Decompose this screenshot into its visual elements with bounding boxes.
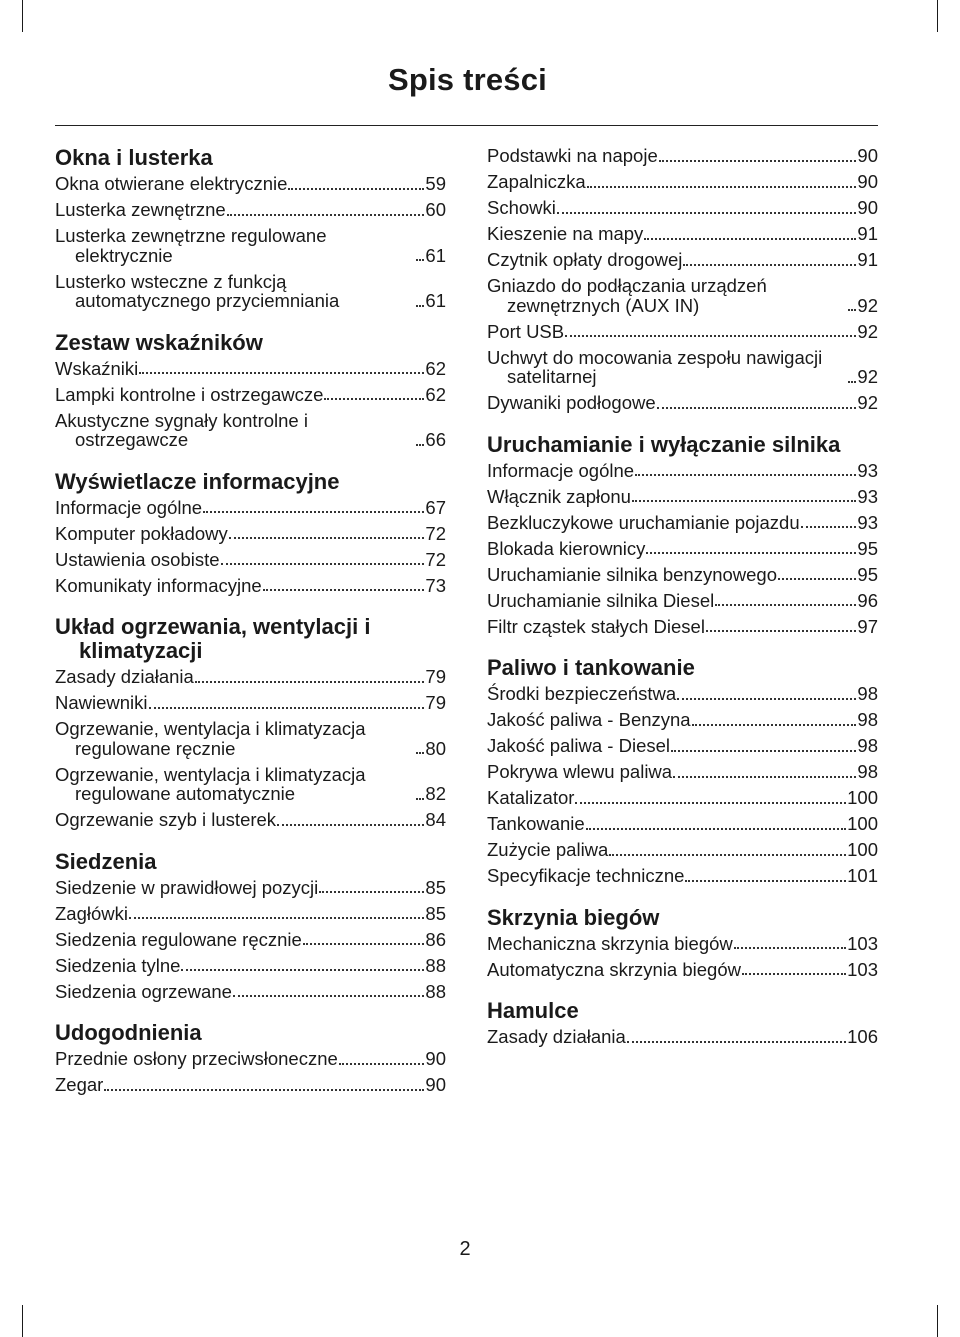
toc-entry-page: 96 [857, 589, 878, 611]
toc-entry-page: 100 [847, 787, 878, 808]
dot-leader [677, 688, 856, 700]
dot-leader [195, 671, 425, 683]
toc-entry-label: Uruchamianie silnika benzynowego [487, 563, 777, 585]
toc-entry-page: 66 [425, 429, 446, 450]
dot-leader [221, 553, 425, 565]
toc-section [55, 615, 446, 830]
toc-entry[interactable] [487, 934, 878, 954]
toc-entry[interactable] [487, 565, 878, 585]
toc-entry-page: 86 [425, 928, 446, 950]
dot-leader [303, 933, 425, 945]
dot-leader [848, 299, 856, 311]
toc-entry-label: Tankowanie [487, 813, 585, 834]
toc-entry-page: 98 [857, 709, 878, 730]
toc-entry[interactable] [487, 840, 878, 860]
toc-entry-label: Jakość paliwa - Benzyna [487, 709, 691, 730]
toc-entry-page: 93 [857, 459, 878, 481]
toc-entry-label: Przednie osłony przeciwsłoneczne [55, 1048, 338, 1069]
toc-entry[interactable] [55, 359, 446, 379]
toc-entry-label: Komputer pokładowy [55, 522, 228, 544]
dot-leader [742, 963, 846, 975]
toc-column-left [55, 146, 446, 1115]
dot-leader [149, 697, 425, 709]
toc-entry[interactable] [55, 982, 446, 1002]
section-title: Skrzynia biegów [487, 904, 660, 930]
toc-entry[interactable] [487, 762, 878, 782]
toc-entry-label: Siedzenia tylne [55, 954, 181, 976]
dot-leader [683, 254, 856, 266]
toc-entry-page: 88 [425, 980, 446, 1002]
toc-section [55, 470, 446, 596]
toc-entry-label: Dywaniki podłogowe [487, 392, 656, 413]
toc-entry-label: Gniazdo do podłączania urządzeń zewnętrznych (AUX IN) [487, 275, 767, 316]
toc-entry-page: 93 [857, 485, 878, 507]
dot-leader [565, 325, 856, 337]
section-title: Paliwo i tankowanie [487, 655, 695, 680]
dot-leader [575, 792, 846, 804]
toc-entry-page: 82 [425, 783, 446, 804]
toc-entry[interactable] [55, 930, 446, 950]
toc-entry-label: Zasady działania [55, 666, 194, 687]
page-title: Spis treści [387, 62, 547, 97]
toc-section [55, 331, 446, 450]
toc-entry-page: 79 [425, 666, 446, 687]
toc-entry-page: 98 [857, 761, 878, 782]
dot-leader [339, 1053, 425, 1065]
title-divider [55, 125, 878, 126]
toc-entry[interactable] [487, 250, 878, 270]
toc-entry-label: Filtr cząstek stałych Diesel [487, 615, 705, 637]
dot-leader [635, 464, 856, 476]
toc-entry[interactable] [487, 322, 878, 342]
dot-leader [609, 844, 846, 856]
toc-entry[interactable] [487, 461, 878, 481]
toc-section [487, 433, 878, 637]
toc-entry-label: Środki bezpieczeństwa [487, 683, 677, 704]
toc-section [487, 906, 878, 980]
dot-leader [671, 740, 856, 752]
toc-entry-label: Zagłówki [55, 902, 128, 924]
toc-entry-page: 67 [425, 496, 446, 518]
toc-entry-page: 72 [425, 522, 446, 544]
toc-entry[interactable] [55, 200, 446, 220]
toc-entry[interactable] [487, 146, 878, 166]
toc-entry[interactable] [487, 736, 878, 756]
toc-entry[interactable] [55, 576, 446, 596]
dot-leader [778, 568, 856, 580]
toc-entry[interactable] [487, 591, 878, 611]
toc-entry-page: 98 [857, 683, 878, 704]
toc-entry-label: Akustyczne sygnały kontrolne i ostrzegawcze [55, 409, 308, 450]
toc-entry[interactable] [487, 814, 878, 834]
toc-section [487, 146, 878, 413]
toc-entry-page: 90 [857, 145, 878, 166]
toc-entry-label: Katalizator [487, 787, 575, 808]
toc-entry-page: 95 [857, 563, 878, 585]
dot-leader [416, 249, 424, 261]
toc-entry-label: Port USB [487, 320, 565, 342]
toc-entry-label: Siedzenie w prawidłowej pozycji [55, 876, 319, 898]
toc-entry-page: 90 [857, 197, 878, 218]
toc-entry-page: 103 [847, 932, 878, 954]
dot-leader [416, 295, 424, 307]
dot-leader [277, 814, 424, 826]
dot-leader [734, 937, 846, 949]
section-title: Hamulce [487, 998, 579, 1023]
toc-entry-label: Pokrywa wlewu paliwa [487, 761, 673, 782]
toc-entry[interactable] [55, 1075, 446, 1095]
toc-entry-label: Zegar [55, 1074, 104, 1095]
toc-entry-label: Siedzenia ogrzewane [55, 980, 232, 1002]
dot-leader [557, 202, 857, 214]
toc-entry[interactable] [487, 1027, 878, 1047]
dot-leader [139, 362, 424, 374]
toc-entry-label: Specyfikacje techniczne [487, 865, 685, 886]
toc-entry[interactable] [55, 956, 446, 976]
section-title: Siedzenia [55, 848, 157, 874]
toc-entry[interactable] [487, 393, 878, 413]
dot-leader [129, 907, 424, 919]
section-title: Udogodnienia [55, 1020, 202, 1045]
toc-entry-page: 85 [425, 902, 446, 924]
toc-entry-label: Jakość paliwa - Diesel [487, 735, 671, 756]
dot-leader [227, 204, 425, 216]
section-title: Uruchamianie i wyłączanie silnika [487, 431, 841, 457]
toc-entry-page: 85 [425, 876, 446, 898]
toc-entry[interactable] [55, 524, 446, 544]
toc-entry[interactable] [55, 878, 446, 898]
dot-leader [416, 434, 424, 446]
toc-entry-page: 90 [425, 1048, 446, 1069]
toc-entry-page: 88 [425, 954, 446, 976]
toc-entry-page: 62 [425, 383, 446, 405]
toc-entry-label: Siedzenia regulowane ręcznie [55, 928, 302, 950]
dot-leader [324, 388, 424, 400]
toc-entry[interactable] [487, 276, 878, 315]
toc-entry-label: Włącznik zapłonu [487, 485, 631, 507]
toc-entry-label: Lusterka zewnętrzne [55, 199, 226, 220]
toc-entry-label: Zapalniczka [487, 171, 586, 192]
toc-entry-page: 59 [425, 173, 446, 194]
toc-entry-page: 61 [425, 290, 446, 311]
toc-entry[interactable] [55, 693, 446, 713]
toc-entry-label: Ogrzewanie, wentylacja i klimatyzacja regulowane automatycznie [55, 763, 366, 804]
toc-section [55, 850, 446, 1002]
toc-entry-label: Ogrzewanie, wentylacja i klimatyzacja regulowane ręcznie [55, 718, 366, 759]
toc-entry[interactable] [55, 667, 446, 687]
dot-leader [715, 594, 856, 606]
dot-leader [706, 620, 856, 632]
toc-entry-page: 80 [425, 737, 446, 759]
toc-entry-label: Komunikaty informacyjne [55, 574, 262, 596]
dot-leader [673, 766, 856, 778]
toc-entry-page: 92 [857, 294, 878, 316]
toc-entry-page: 100 [847, 839, 878, 860]
toc-entry-page: 91 [857, 223, 878, 244]
toc-entry-label: Lusterka zewnętrzne regulowane elektrycznie [55, 225, 327, 266]
toc-entry-label: Ogrzewanie szyb i lusterek [55, 809, 277, 830]
toc-entry-label: Mechaniczna skrzynia biegów [487, 932, 733, 954]
dot-leader [657, 397, 857, 409]
toc-entry[interactable] [487, 539, 878, 559]
toc-entry-label: Bezkluczykowe uruchamianie pojazdu [487, 511, 800, 533]
toc-entry-label: Blokada kierownicy [487, 537, 646, 559]
toc-entry-page: 100 [847, 813, 878, 834]
crop-mark-bottom-left [22, 1305, 23, 1337]
toc-section [55, 146, 446, 311]
toc-entry-page: 92 [857, 320, 878, 342]
toc-entry-label: Lampki kontrolne i ostrzegawcze [55, 383, 324, 405]
toc-entry-page: 72 [425, 548, 446, 570]
toc-entry-label: Zużycie paliwa [487, 839, 609, 860]
toc-entry-page: 92 [857, 392, 878, 413]
section-title: Układ ogrzewania, wentylacji i klimatyzacji [55, 614, 371, 663]
toc-entry-page: 95 [857, 537, 878, 559]
toc-entry-page: 103 [847, 958, 878, 980]
toc-section [487, 999, 878, 1047]
toc-entry-page: 91 [857, 249, 878, 270]
toc-entry-page: 92 [857, 366, 878, 387]
dot-leader [692, 714, 857, 726]
dot-leader [659, 150, 857, 162]
toc-entry-page: 62 [425, 357, 446, 379]
toc-entry-label: Informacje ogólne [55, 496, 203, 518]
toc-entry-label: Nawiewniki [55, 692, 148, 713]
toc-entry-page: 97 [857, 615, 878, 637]
toc-entry[interactable] [55, 385, 446, 405]
toc-entry-page: 90 [425, 1074, 446, 1095]
dot-leader [229, 527, 425, 539]
section-title: Zestaw wskaźników [55, 329, 263, 355]
toc-entry-label: Informacje ogólne [487, 459, 635, 481]
toc-column-right [487, 146, 878, 1067]
toc-section [55, 1021, 446, 1095]
toc-entry[interactable] [487, 617, 878, 637]
toc-entry[interactable] [487, 960, 878, 980]
dot-leader [416, 742, 424, 754]
dot-leader [685, 870, 846, 882]
toc-entry[interactable] [55, 719, 446, 758]
dot-leader [288, 178, 424, 190]
toc-entry-page: 73 [425, 574, 446, 596]
dot-leader [416, 788, 424, 800]
toc-entry-label: Wskaźniki [55, 357, 139, 379]
dot-leader [801, 516, 857, 528]
dot-leader [319, 881, 424, 893]
toc-entry[interactable] [55, 411, 446, 450]
toc-entry[interactable] [487, 866, 878, 886]
toc-entry[interactable] [487, 513, 878, 533]
page-number: 2 [459, 1238, 471, 1260]
dot-leader [632, 490, 856, 502]
toc-entry-page: 84 [425, 809, 446, 830]
toc-entry-page: 60 [425, 199, 446, 220]
dot-leader [646, 542, 856, 554]
toc-entry[interactable] [487, 487, 878, 507]
toc-entry[interactable] [55, 272, 446, 311]
toc-entry-label: Podstawki na napoje [487, 145, 658, 166]
toc-entry-label: Lusterko wsteczne z funkcją automatycznego przyciemniania [55, 270, 340, 311]
dot-leader [586, 818, 846, 830]
toc-entry-label: Okna otwierane elektrycznie [55, 173, 288, 194]
toc-entry[interactable] [487, 788, 878, 808]
toc-entry-label: Uruchamianie silnika Diesel [487, 589, 715, 611]
crop-mark-bottom-right [937, 1305, 938, 1337]
toc-entry-page: 61 [425, 244, 446, 266]
toc-entry[interactable] [487, 348, 878, 387]
toc-entry-label: Zasady działania [487, 1026, 626, 1047]
toc-entry-label: Kieszenie na mapy [487, 223, 644, 244]
toc-entry-label: Ustawienia osobiste [55, 548, 220, 570]
toc-section [487, 656, 878, 886]
dot-leader [263, 579, 425, 591]
toc-entry-page: 106 [847, 1026, 878, 1047]
crop-mark-top-left [22, 0, 23, 32]
toc-entry-label: Automatyczna skrzynia biegów [487, 958, 741, 980]
dot-leader [233, 985, 425, 997]
toc-entry[interactable] [55, 765, 446, 804]
toc-entry[interactable] [55, 1049, 446, 1069]
dot-leader [587, 176, 857, 188]
toc-entry[interactable] [487, 198, 878, 218]
toc-entry-page: 79 [425, 692, 446, 713]
toc-entry[interactable] [487, 172, 878, 192]
section-title: Wyświetlacze informacyjne [55, 468, 340, 494]
dot-leader [104, 1079, 424, 1091]
toc-entry-label: Schowki [487, 197, 556, 218]
dot-leader [848, 371, 856, 383]
toc-entry-label: Uchwyt do mocowania zespołu nawigacji satelitarnej [487, 346, 823, 387]
toc-entry[interactable] [487, 684, 878, 704]
crop-mark-top-right [937, 0, 938, 32]
toc-entry-page: 93 [857, 511, 878, 533]
toc-entry[interactable] [487, 710, 878, 730]
dot-leader [203, 501, 424, 513]
toc-entry[interactable] [55, 226, 446, 265]
section-title: Okna i lusterka [55, 145, 213, 170]
dot-leader [181, 959, 424, 971]
toc-entry[interactable] [55, 498, 446, 518]
toc-entry[interactable] [55, 550, 446, 570]
toc-entry[interactable] [55, 904, 446, 924]
toc-entry-page: 98 [857, 735, 878, 756]
toc-entry-page: 90 [857, 171, 878, 192]
toc-entry-label: Czytnik opłaty drogowej [487, 249, 683, 270]
dot-leader [644, 228, 856, 240]
toc-entry[interactable] [55, 810, 446, 830]
toc-entry[interactable] [487, 224, 878, 244]
dot-leader [627, 1031, 846, 1043]
toc-entry[interactable] [55, 174, 446, 194]
toc-entry-page: 101 [847, 865, 878, 886]
